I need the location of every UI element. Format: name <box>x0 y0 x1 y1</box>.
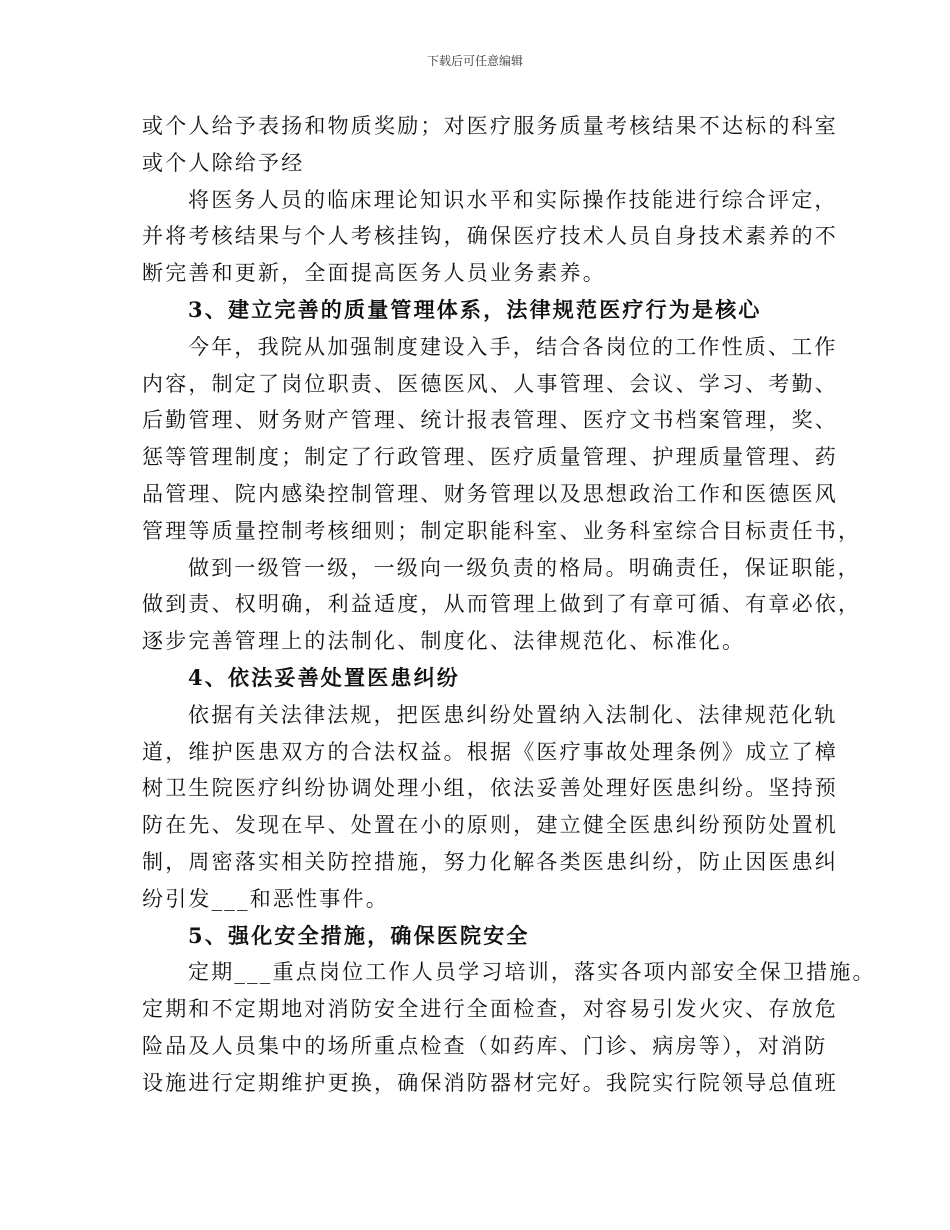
text-line: 依据有关法律法规，把医患纠纷处置纳入法制化、法律规范化轨 <box>188 702 838 727</box>
text-line: 并将考核结果与个人考核挂钩，确保医疗技术人员自身技术素养的不 <box>142 224 838 249</box>
text-line: 断完善和更新，全面提高医务人员业务素养。 <box>142 261 606 286</box>
text-line: 防在先、发现在早、处置在小的原则，建立健全医患纠纷预防处置机 <box>142 813 838 838</box>
text-line: 树卫生院医疗纠纷协调处理小组，依法妥善处理好医患纠纷。坚持预 <box>142 776 838 801</box>
section-heading: 4、依法妥善处置医患纠纷 <box>188 664 461 690</box>
section-heading: 5、强化安全措施，确保医院安全 <box>188 922 530 948</box>
document-body <box>142 108 876 1102</box>
text-line: 内容，制定了岗位职责、医德医风、人事管理、会议、学习、考勤、 <box>142 371 838 396</box>
text-line: 定期___重点岗位工作人员学习培训，落实各项内部安全保卫措施。 <box>188 960 876 985</box>
text-line: 或个人给予表扬和物质奖励；对医疗服务质量考核结果不达标的科室 <box>142 114 838 138</box>
section-heading: 3、建立完善的质量管理体系，法律规范医疗行为是核心 <box>188 296 762 322</box>
text-line: 逐步完善管理上的法制化、制度化、法律规范化、标准化。 <box>142 629 746 654</box>
text-line: 惩等管理制度；制定了行政管理、医疗质量管理、护理质量管理、药 <box>142 445 838 470</box>
text-line: 管理等质量控制考核细则；制定职能科室、业务科室综合目标责任书， <box>142 518 862 543</box>
text-line: 将医务人员的临床理论知识水平和实际操作技能进行综合评定， <box>188 187 838 212</box>
text-line: 品管理、院内感染控制管理、财务管理以及思想政治工作和医德医风 <box>142 481 838 506</box>
text-line: 制，周密落实相关防控措施，努力化解各类医患纠纷，防止因医患纠 <box>142 849 838 874</box>
text-line: 后勤管理、财务财产管理、统计报表管理、医疗文书档案管理，奖、 <box>142 408 838 433</box>
text-line: 定期和不定期地对消防安全进行全面检查，对容易引发火灾、存放危 <box>142 997 838 1022</box>
page-header: 下载后可任意编辑 <box>426 54 523 68</box>
text-line: 做到责、权明确，利益适度，从而管理上做到了有章可循、有章必依， <box>142 592 862 617</box>
text-line: 设施进行定期维护更换，确保消防器材完好。我院实行院领导总值班 <box>142 1070 838 1095</box>
text-line: 或个人除给予经 <box>142 150 305 175</box>
text-line: 险品及人员集中的场所重点检查（如药库、门诊、病房等），对消防 <box>142 1033 828 1058</box>
text-line: 道，维护医患双方的合法权益。根据《医疗事故处理条例》成立了樟 <box>142 739 838 764</box>
text-line: 纷引发___和恶性事件。 <box>142 886 389 911</box>
text-line: 做到一级管一级，一级向一级负责的格局。明确责任，保证职能， <box>188 555 861 580</box>
text-line: 今年，我院从加强制度建设入手，结合各岗位的工作性质、工作 <box>188 334 838 359</box>
